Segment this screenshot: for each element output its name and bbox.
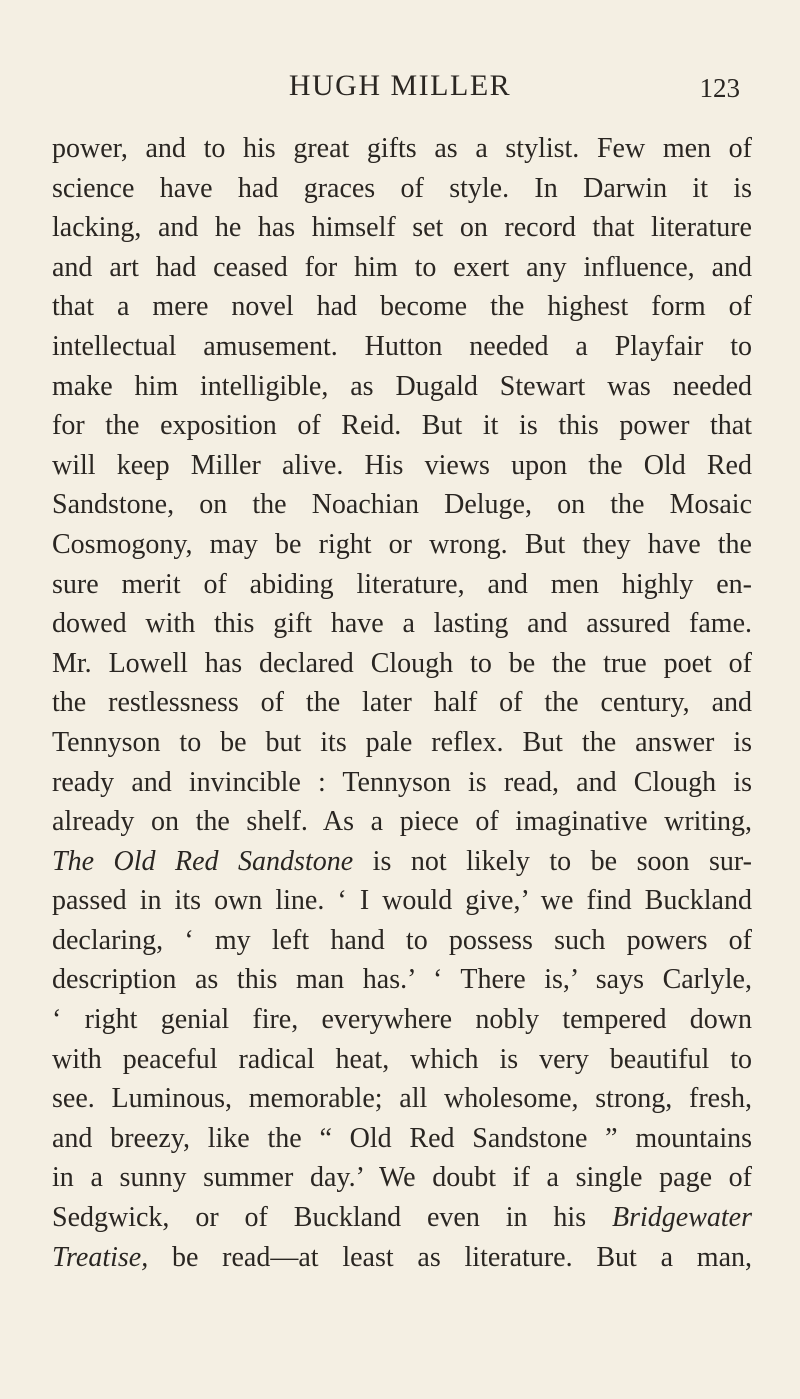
text-line: make him intelligible, as Dugald Stewart was needed [52,370,752,402]
text-line: declaring, ‘ my left hand to possess such powers of [52,924,752,956]
text-line: will keep Miller alive. His views upon the Old Red [52,449,752,481]
text-line: ‘ right genial fire, everywhere nobly tempered down [52,1004,752,1036]
text-line: science have had graces of style. In Darwin it is [52,172,752,204]
page-number: 123 [699,73,740,103]
text-line: Sandstone, on the Noachian Deluge, on the Mosaic [52,489,752,521]
text-line: Mr. Lowell has declared Clough to be the true poet of [52,647,752,679]
text-line: description as this man has.’ ‘ There is,’ says Carlyle, [52,964,752,996]
italic-title: Bridgewater [612,1202,752,1234]
text-line: Cosmogony, may be right or wrong. But they have the [52,528,752,560]
text-line: ready and invincible : Tennyson is read, and Clough is [52,766,752,798]
text-line: lacking, and he has himself set on record that literature [52,212,752,244]
text-line: sure merit of abiding literature, and men highly en- [52,568,752,600]
body-text [52,129,752,1277]
text-line: The Old Red Sandstone is not likely to be soon sur- [52,845,752,877]
text-line: power, and to his great gifts as a stylist. Few men of [52,133,752,164]
text-line: see. Luminous, memorable; all wholesome, strong, fresh, [52,1083,752,1115]
text-line: in a sunny summer day.’ We doubt if a single page of [52,1162,752,1194]
text-line: intellectual amusement. Hutton needed a Playfair to [52,330,752,362]
text-line: with peaceful radical heat, which is very beautiful to [52,1043,752,1075]
text-line: passed in its own line. ‘ I would give,’ we find Buckland [52,885,752,917]
text-line: already on the shelf. As a piece of imaginative writing, [52,806,752,838]
italic-title: The Old Red Sandstone [52,845,354,877]
running-head [0,64,800,108]
text-line: Sedgwick, or of Buckland even in his Bridgewater [52,1202,752,1234]
text-line: dowed with this gift have a lasting and assured fame. [52,608,752,640]
text-line: that a mere novel had become the highest form of [52,291,752,323]
text-line: and art had ceased for him to exert any influence, and [52,251,752,283]
text-line: Treatise, be read—at least as literature. But a man, [52,1241,752,1273]
text-line: Tennyson to be but its pale reflex. But the answer is [52,726,752,758]
italic-title: Treatise, [52,1241,149,1273]
text-line: and breezy, like the “ Old Red Sandstone ” mountains [52,1122,752,1154]
text-line: the restlessness of the later half of the century, and [52,687,752,719]
text-line: for the exposition of Reid. But it is this power that [52,410,752,442]
running-title: HUGH MILLER [288,69,512,102]
